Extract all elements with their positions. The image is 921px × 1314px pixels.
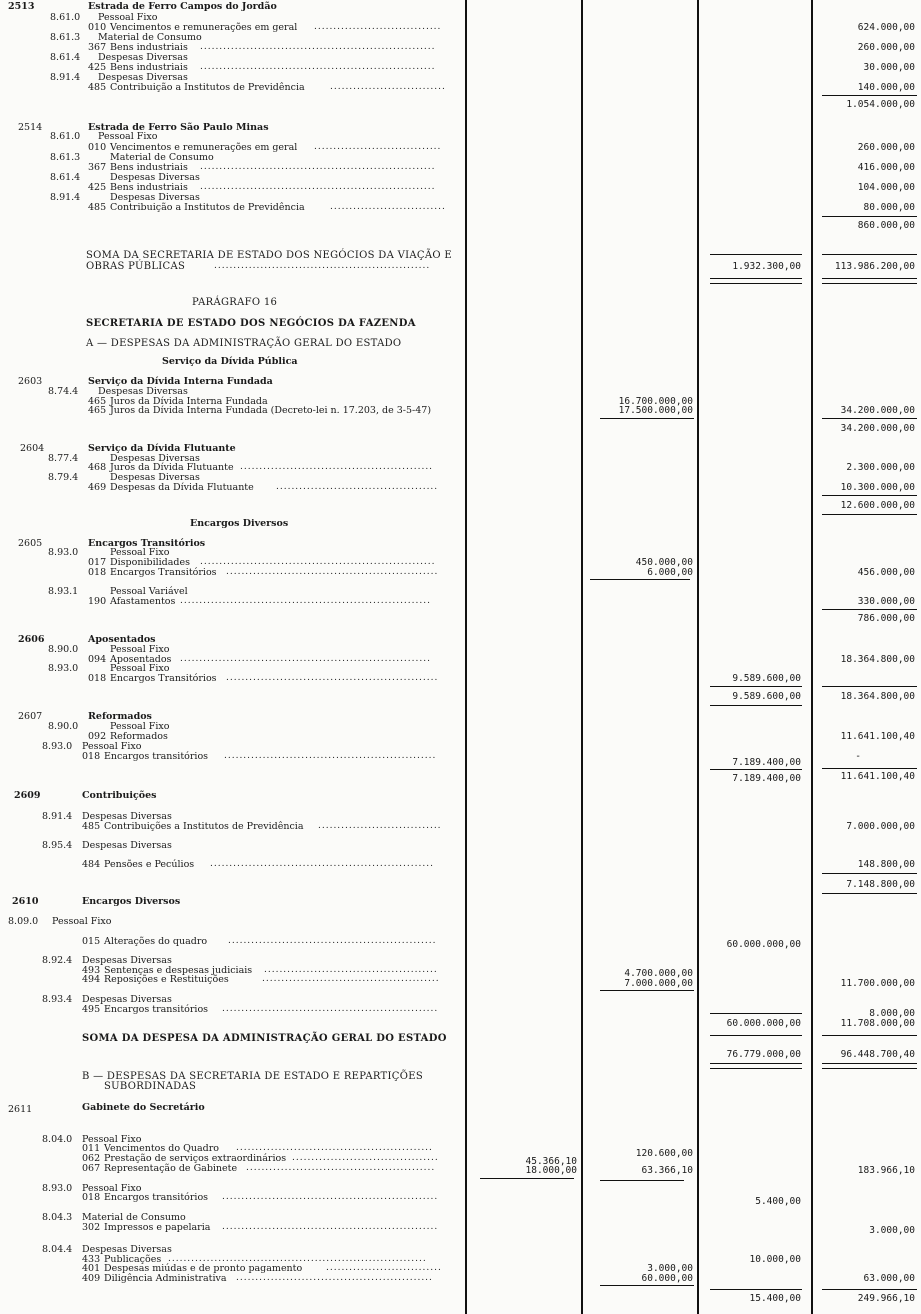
value: 11.700.000,00 (840, 978, 915, 989)
item-code: 018 (88, 567, 107, 578)
group-title: Estrada de Ferro São Paulo Minas (88, 122, 269, 133)
parte-a-heading: A — DESPESAS DA ADMINISTRAÇÃO GERAL DO ESTADO (86, 338, 402, 349)
item-code: 409 (82, 1273, 101, 1284)
class-code: 8.91.4 (50, 72, 81, 83)
item-label: Sentenças e despesas judiciais (104, 965, 253, 976)
item-label: Encargos transitórios (104, 1192, 209, 1203)
item-label: Bens industriais (110, 162, 188, 173)
class-label: Pessoal Fixo (98, 131, 158, 142)
encargos-diversos-heading: Encargos Diversos (190, 518, 289, 529)
leader-dots: ................................................................. (180, 654, 431, 664)
leader-dots: ............................................................. (200, 162, 436, 172)
class-label: Pessoal Fixo (110, 663, 170, 674)
class-label: Pessoal Fixo (82, 1183, 142, 1194)
class-code: 8.79.4 (48, 472, 79, 483)
value: 8.000,00 (869, 1008, 915, 1019)
item-code: 493 (82, 965, 101, 976)
group-code: 2513 (8, 1, 35, 12)
group-total: 860.000,00 (857, 220, 915, 231)
soma-label: OBRAS PÚBLICAS (86, 261, 186, 272)
item-label: Representação de Gabinete (104, 1163, 238, 1174)
value: - (855, 751, 861, 762)
item-code: 062 (82, 1153, 101, 1164)
class-label: Pessoal Fixo (82, 741, 142, 752)
item-code: 485 (88, 82, 107, 93)
item-label: Vencimentos e remunerações em geral (110, 142, 298, 153)
item-code: 468 (88, 462, 107, 473)
item-label: Encargos Transitórios (110, 673, 217, 684)
item-label: Aposentados (110, 654, 172, 665)
leader-dots: ....................................................... (226, 673, 439, 683)
value: 10.000,00 (749, 1254, 801, 1265)
leader-dots: ........................................................ (222, 1004, 439, 1014)
group-title: Encargos Transitórios (88, 538, 206, 549)
item-label: Vencimentos do Quadro (104, 1143, 220, 1154)
leader-dots: ................................................. (246, 1163, 436, 1173)
item-label: Bens industriais (110, 62, 188, 73)
class-code: 8.61.0 (50, 131, 81, 142)
group-total: 34.200.000,00 (840, 423, 915, 434)
class-code: 8.09.0 (8, 916, 39, 927)
double-rule (822, 1063, 917, 1069)
group-title: Serviço da Dívida Flutuante (88, 443, 236, 454)
class-code: 8.91.4 (50, 192, 81, 203)
item-label: Contribuição a Institutos de Previdência (110, 82, 305, 93)
item-label: Juros da Dívida Interna Fundada (110, 396, 268, 407)
item-code: 018 (82, 751, 101, 762)
item-code: 094 (88, 654, 107, 665)
group-code: 2611 (8, 1104, 33, 1115)
item-code: 401 (82, 1263, 101, 1274)
value: 3.000,00 (647, 1263, 693, 1274)
double-rule (822, 278, 917, 284)
rule (710, 686, 802, 687)
rule (600, 990, 694, 991)
item-label: Pensões e Pecúlios (104, 859, 195, 870)
item-label: Encargos transitórios (104, 1004, 209, 1015)
class-code: 8.90.0 (48, 721, 79, 732)
class-code: 8.93.4 (42, 994, 73, 1005)
item-code: 015 (82, 936, 101, 947)
group-code: 2605 (18, 538, 43, 549)
group-total-c2: 60.000.000,00 (726, 1018, 801, 1029)
class-label: Despesas Diversas (110, 192, 200, 203)
item-code: 011 (82, 1143, 101, 1154)
value: 4.700.000,00 (624, 968, 693, 979)
value: 45.366,10 (525, 1156, 577, 1167)
class-code: 8.91.4 (42, 811, 73, 822)
rule (710, 705, 802, 706)
class-code: 8.77.4 (48, 453, 79, 464)
leader-dots: .............................................. (262, 974, 440, 984)
subtotal-rule (822, 95, 917, 96)
class-label: Pessoal Fixo (52, 916, 112, 927)
class-label: Despesas Diversas (98, 52, 188, 63)
item-label: Bens industriais (110, 182, 188, 193)
item-code: 092 (88, 731, 107, 742)
column-rule-4 (811, 0, 813, 1314)
value: 3.000,00 (869, 1225, 915, 1236)
group-code: 2606 (18, 634, 45, 645)
rule (822, 893, 917, 894)
item-code: 465 (88, 396, 107, 407)
item-label: Encargos transitórios (104, 751, 209, 762)
soma-label: SOMA DA SECRETARIA DE ESTADO DOS NEGÓCIOS DA VIAÇÃO E (86, 250, 452, 261)
value: 60.000,00 (641, 1273, 693, 1284)
class-code: 8.93.0 (48, 547, 79, 558)
class-label: Pessoal Fixo (110, 644, 170, 655)
rule (600, 418, 694, 419)
class-label: Despesas Diversas (82, 840, 172, 851)
item-label: Encargos Transitórios (110, 567, 217, 578)
value: 30.000,00 (863, 62, 915, 73)
group-code: 2603 (18, 376, 43, 387)
item-label: Despesas miúdas e de pronto pagamento (104, 1263, 303, 1274)
value: 10.300.000,00 (840, 482, 915, 493)
item-code: 018 (82, 1192, 101, 1203)
value: 63.366,10 (641, 1165, 693, 1176)
item-code: 367 (88, 162, 107, 173)
value: 330.000,00 (857, 596, 915, 607)
item-label: Alterações do quadro (104, 936, 208, 947)
class-label: Pessoal Fixo (82, 1134, 142, 1145)
leader-dots: ............................................................. (200, 42, 436, 52)
value: 2.300.000,00 (846, 462, 915, 473)
value: 11.641.100,40 (840, 731, 915, 742)
rule (710, 1289, 802, 1290)
value: 18.364.800,00 (840, 654, 915, 665)
leader-dots: .............................. (330, 82, 446, 92)
class-code: 8.90.0 (48, 644, 79, 655)
double-rule (710, 278, 802, 284)
group-code: 2610 (12, 896, 39, 907)
value: 140.000,00 (857, 82, 915, 93)
item-code: 018 (88, 673, 107, 684)
class-code: 8.61.4 (50, 52, 81, 63)
item-label: Prestação de serviços extraordinários (104, 1153, 287, 1164)
soma-c2: 76.779.000,00 (726, 1049, 801, 1060)
value: 120.600,00 (635, 1148, 693, 1159)
class-code: 8.95.4 (42, 840, 73, 851)
class-label: Pessoal Fixo (98, 12, 158, 23)
item-label: Vencimentos e remunerações em geral (110, 22, 298, 33)
item-code: 302 (82, 1222, 101, 1233)
column-rule-2 (581, 0, 583, 1314)
item-code: 017 (88, 557, 107, 568)
class-code: 8.93.0 (48, 663, 79, 674)
item-label: Juros da Dívida Flutuante (110, 462, 234, 473)
group-total-c3: 11.641.100,40 (840, 771, 915, 782)
class-label: Pessoal Fixo (110, 721, 170, 732)
leader-dots: .............................. (330, 202, 446, 212)
value: 148.800,00 (857, 859, 915, 870)
class-code: 8.04.4 (42, 1244, 73, 1255)
group-total: 786.000,00 (857, 613, 915, 624)
class-label: Material de Consumo (98, 32, 202, 43)
item-code: 425 (88, 182, 107, 193)
rule (710, 254, 802, 255)
value: 624.000,00 (857, 22, 915, 33)
leader-dots: ................................................... (236, 1273, 433, 1283)
group-total: 1.054.000,00 (846, 99, 915, 110)
item-code: 190 (88, 596, 107, 607)
group-total-c3: 11.708.000,00 (840, 1018, 915, 1029)
group-total-c3: 249.966,10 (857, 1293, 915, 1304)
class-label: Despesas Diversas (110, 472, 200, 483)
leader-dots: ................................................................... (168, 1254, 427, 1264)
item-code: 367 (88, 42, 107, 53)
class-code: 8.04.0 (42, 1134, 73, 1145)
item-label: Juros da Dívida Interna Fundada (Decreto-lei n. 17.203, de 3-5-47) (110, 405, 432, 416)
class-label: Pessoal Variável (110, 586, 188, 597)
class-label: Pessoal Fixo (110, 547, 170, 558)
soma-c2: 1.932.300,00 (732, 261, 801, 272)
soma-c3: 113.986.200,00 (834, 261, 915, 272)
value: 7.189.400,00 (732, 757, 801, 768)
rule (822, 768, 917, 769)
group-title: Estrada de Ferro Campos do Jordão (88, 1, 277, 12)
leader-dots: ....................................................... (226, 567, 439, 577)
item-label: Despesas da Dívida Flutuante (110, 482, 254, 493)
rule (710, 1035, 802, 1036)
leader-dots: .......................................................... (210, 859, 434, 869)
item-label: Contribuição a Institutos de Previdência (110, 202, 305, 213)
leader-dots: ........................................................ (222, 1192, 439, 1202)
group-code: 2604 (20, 443, 45, 454)
value: 17.500.000,00 (618, 405, 693, 416)
leader-dots: ............................................................. (200, 62, 436, 72)
item-code: 465 (88, 405, 107, 416)
item-code: 010 (88, 22, 107, 33)
value: 456.000,00 (857, 567, 915, 578)
value: 104.000,00 (857, 182, 915, 193)
class-code: 8.93.0 (42, 1183, 73, 1194)
group-title: Contribuições (82, 790, 157, 801)
class-code: 8.61.0 (50, 12, 81, 23)
secretaria-heading: SECRETARIA DE ESTADO DOS NEGÓCIOS DA FAZENDA (86, 318, 416, 329)
class-label: Despesas Diversas (98, 72, 188, 83)
item-label: Diligência Administrativa (104, 1273, 227, 1284)
subtotal-rule (822, 216, 917, 217)
item-code: 485 (82, 821, 101, 832)
item-code: 495 (82, 1004, 101, 1015)
column-rule-3 (697, 0, 699, 1314)
value: 60.000.000,00 (726, 939, 801, 950)
leader-dots: ................................ (318, 821, 442, 831)
rule (822, 609, 917, 610)
class-code: 8.04.3 (42, 1212, 73, 1223)
class-code: 8.93.1 (48, 586, 79, 597)
double-rule (710, 1063, 802, 1069)
rule (480, 1178, 574, 1179)
leader-dots: ...................................................... (228, 936, 437, 946)
class-label: Material de Consumo (82, 1212, 186, 1223)
value: 18.000,00 (525, 1165, 577, 1176)
leader-dots: ........................................................ (214, 261, 431, 271)
leader-dots: .............................. (326, 1263, 442, 1273)
leader-dots: ...................................... (292, 1153, 439, 1163)
rule (590, 579, 690, 580)
class-code: 8.74.4 (48, 386, 79, 397)
rule (600, 1285, 694, 1286)
leader-dots: ............................................................. (200, 557, 436, 567)
item-label: Reposições e Restituições (104, 974, 229, 985)
value: 6.000,00 (647, 567, 693, 578)
value: 450.000,00 (635, 557, 693, 568)
value: 34.200.000,00 (840, 405, 915, 416)
group-title: Reformados (88, 711, 152, 722)
soma-c3: 96.448.700,40 (840, 1049, 915, 1060)
rule (822, 686, 917, 687)
group-total: 12.600.000,00 (840, 500, 915, 511)
value: 16.700.000,00 (618, 396, 693, 407)
rule (822, 418, 917, 419)
leader-dots: ............................................................. (200, 182, 436, 192)
class-label: Despesas Diversas (82, 811, 172, 822)
leader-dots: .......................................... (276, 482, 439, 492)
item-label: Reformados (110, 731, 168, 742)
item-label: Disponibilidades (110, 557, 191, 568)
item-label: Bens industriais (110, 42, 188, 53)
rule (822, 1289, 917, 1290)
class-label: Despesas Diversas (82, 1244, 172, 1255)
class-code: 8.92.4 (42, 955, 73, 966)
column-rule-1 (465, 0, 467, 1314)
group-code: 2609 (14, 790, 41, 801)
item-label: Publicações (104, 1254, 162, 1265)
class-label: Despesas Diversas (110, 172, 200, 183)
group-code: 2514 (18, 122, 43, 133)
leader-dots: ................................. (314, 22, 442, 32)
value: 416.000,00 (857, 162, 915, 173)
rule (822, 254, 917, 255)
value: 260.000,00 (857, 42, 915, 53)
class-label: Despesas Diversas (82, 955, 172, 966)
soma-label: SOMA DA DESPESA DA ADMINISTRAÇÃO GERAL DO ESTADO (82, 1033, 447, 1044)
value: 7.000.000,00 (624, 978, 693, 989)
class-label: Despesas Diversas (110, 453, 200, 464)
leader-dots: ....................................................... (224, 751, 437, 761)
item-code: 484 (82, 859, 101, 870)
class-code: 8.61.3 (50, 32, 81, 43)
rule (822, 514, 917, 515)
parte-b-heading: B — DESPESAS DA SECRETARIA DE ESTADO E REPARTIÇÕES (82, 1071, 423, 1082)
rule (710, 769, 802, 770)
rule (710, 1013, 802, 1014)
item-label: Impressos e papelaria (104, 1222, 211, 1233)
value: 5.400,00 (755, 1196, 801, 1207)
class-code: 8.61.4 (50, 172, 81, 183)
group-total: 7.148.800,00 (846, 879, 915, 890)
value: 260.000,00 (857, 142, 915, 153)
value: 9.589.600,00 (732, 673, 801, 684)
group-title: Gabinete do Secretário (82, 1102, 205, 1113)
item-label: Contribuições a Institutos de Previdência (104, 821, 304, 832)
leader-dots: ................................................................. (180, 596, 431, 606)
item-code: 067 (82, 1163, 101, 1174)
class-code: 8.93.0 (42, 741, 73, 752)
group-title: Encargos Diversos (82, 896, 181, 907)
item-code: 485 (88, 202, 107, 213)
group-total-c3: 18.364.800,00 (840, 691, 915, 702)
value: 7.000.000,00 (846, 821, 915, 832)
group-title: Serviço da Dívida Interna Fundada (88, 376, 273, 387)
leader-dots: ................................. (314, 142, 442, 152)
item-code: 010 (88, 142, 107, 153)
item-label: Afastamentos (110, 596, 176, 607)
item-code: 469 (88, 482, 107, 493)
rule (600, 1180, 684, 1181)
group-title: Aposentados (88, 634, 156, 645)
rule (822, 495, 917, 496)
class-label: Despesas Diversas (98, 386, 188, 397)
group-total-c2: 9.589.600,00 (732, 691, 801, 702)
rule (822, 1035, 917, 1036)
group-code: 2607 (18, 711, 43, 722)
value: 80.000,00 (863, 202, 915, 213)
item-code: 494 (82, 974, 101, 985)
item-code: 425 (88, 62, 107, 73)
rule (822, 873, 917, 874)
group-total-c2: 7.189.400,00 (732, 773, 801, 784)
group-total-c2: 15.400,00 (749, 1293, 801, 1304)
class-label: Material de Consumo (110, 152, 214, 163)
item-code: 433 (82, 1254, 101, 1265)
leader-dots: .................................................. (240, 462, 434, 472)
value: 63.000,00 (863, 1273, 915, 1284)
leader-dots: ................................................... (236, 1143, 433, 1153)
leader-dots: ........................................................ (222, 1222, 439, 1232)
servico-divida-heading: Serviço da Dívida Pública (162, 356, 298, 367)
class-code: 8.61.3 (50, 152, 81, 163)
leader-dots: ............................................. (264, 965, 438, 975)
parte-b-heading: SUBORDINADAS (104, 1081, 197, 1092)
paragrafo-heading: PARÁGRAFO 16 (192, 297, 278, 308)
value: 183.966,10 (857, 1165, 915, 1176)
class-label: Despesas Diversas (82, 994, 172, 1005)
